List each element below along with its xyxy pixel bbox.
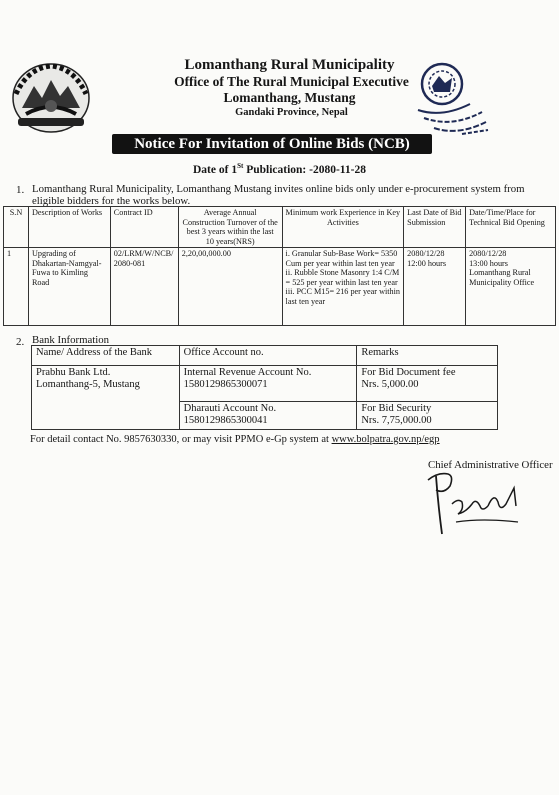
bank-name: Prabhu Bank Ltd.: [36, 367, 111, 378]
table-row: [4, 248, 556, 326]
col-header-experience: Minimum work Experience in Key Activities: [282, 207, 404, 248]
last-date-value: 2080/12/28: [407, 249, 445, 258]
bank-name-cell: [32, 366, 180, 430]
experience-item: ii. Rubble Stone Masonry 1:4 C/M = 525 per year within last ten year: [285, 268, 400, 287]
contact-line: [30, 434, 440, 445]
col-header-turnover: Average Annual Construction Turnover of the best 3 years within the last 10 years(NRS): [178, 207, 282, 248]
bids-header-row: [4, 207, 556, 248]
account-name: Dharauti Account No.: [183, 403, 277, 414]
row-turnover: 2,20,00,000.00: [178, 248, 282, 326]
bank-col-header-name: Name/ Address of the Bank: [32, 346, 180, 366]
egp-link[interactable]: www.bolpatra.gov.np/egp: [331, 434, 440, 445]
row-last-date: [404, 248, 466, 326]
remark-amount: Nrs. 5,000.00: [361, 379, 419, 390]
opening-place-value: Lomanthang Rural Municipality Office: [469, 268, 535, 287]
item-1-number: 1.: [16, 184, 25, 196]
remarks-cell: [357, 366, 498, 402]
remarks-cell: [357, 402, 498, 430]
bids-table: [3, 206, 556, 326]
experience-item: i. Granular Sub-Base Work= 5350 Cum per year within last ten year: [285, 249, 398, 268]
bank-header-row: [32, 346, 498, 366]
col-header-bid-opening: Date/Time/Place for Technical Bid Opening: [466, 207, 556, 248]
signatory-title: Chief Administrative Officer: [428, 459, 553, 471]
bank-info-title: Bank Information: [32, 334, 110, 346]
office-name: Office of The Rural Municipal Executive: [174, 74, 409, 89]
opening-time-value: 13:00 hours: [469, 258, 508, 268]
last-time-value: 12:00 hours: [407, 258, 447, 268]
row-bid-opening: [466, 248, 556, 326]
province-name: Gandaki Province, Nepal: [235, 107, 348, 118]
experience-item: iii. PCC M15= 216 per year within last ten year: [285, 287, 401, 306]
row-sn: 1: [4, 248, 29, 326]
col-header-sn: S.N: [4, 207, 29, 248]
account-number: 1580129865300071: [183, 379, 268, 390]
bank-table: [31, 345, 498, 430]
row-description: Upgrading of Dhakartan-Namgyal-Fuwa to Kimling Road: [28, 248, 110, 326]
remark-label: For Bid Security: [361, 403, 432, 414]
item-1-text: Lomanthang Rural Municipality, Lomanthang Mustang invites online bids only under e-procurement system from eligible bidders for the works below.: [32, 183, 525, 207]
opening-date-value: 2080/12/28: [469, 249, 507, 258]
publication-date: [0, 162, 559, 176]
office-location: Lomanthang, Mustang: [223, 90, 356, 105]
col-header-last-date: Last Date of Bid Submission: [404, 207, 466, 248]
account-cell: [179, 366, 357, 402]
item-2-number: 2.: [16, 336, 25, 348]
table-row: [32, 366, 498, 402]
account-name: Internal Revenue Account No.: [183, 367, 312, 378]
notice-title: Notice For Invitation of Online Bids (NCB): [112, 134, 432, 154]
row-experience: [282, 248, 404, 326]
publication-sup: St: [237, 162, 244, 170]
col-header-contract-id: Contract ID: [110, 207, 178, 248]
bank-col-header-remarks: Remarks: [357, 346, 498, 366]
publication-suffix: Publication: -2080-11-28: [243, 163, 366, 176]
bank-address: Lomanthang-5, Mustang: [36, 379, 140, 390]
municipality-name: Lomanthang Rural Municipality: [184, 57, 395, 73]
contact-text: For detail contact No. 9857630330, or may visit PPMO e-Gp system at: [30, 434, 332, 445]
col-header-description: Description of Works: [28, 207, 110, 248]
remark-amount: Nrs. 7,75,000.00: [361, 415, 432, 426]
handwritten-signature: [422, 468, 532, 538]
account-number: 1580129865300041: [183, 415, 268, 426]
row-contract-id: 02/LRM/W/NCB/ 2080-081: [110, 248, 178, 326]
publication-prefix: Date of 1: [193, 163, 238, 176]
remark-label: For Bid Document fee: [361, 367, 456, 378]
bank-col-header-account: Office Account no.: [179, 346, 357, 366]
account-cell: [179, 402, 357, 430]
